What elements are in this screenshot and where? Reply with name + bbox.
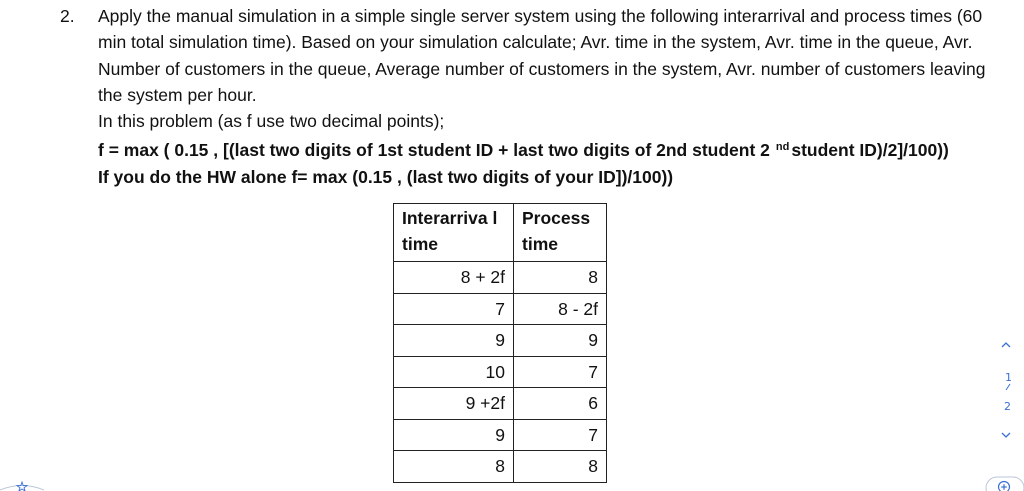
cell-process: 9 — [514, 325, 607, 357]
table-row — [394, 293, 607, 325]
header-process: Process time — [514, 204, 607, 262]
problem-text — [98, 3, 988, 190]
formula-pair-start: f = max ( 0.15 , [(last two digits of 1st student ID + last two digits of 2nd student 2 — [98, 140, 770, 161]
total-pages: 2 — [1004, 400, 1011, 413]
cell-process: 7 — [514, 419, 607, 451]
table-row — [394, 451, 607, 483]
cell-process: 8 — [514, 262, 607, 294]
star-icon[interactable] — [0, 473, 44, 491]
cell-interarrival: 10 — [394, 356, 514, 388]
cell-interarrival: 7 — [394, 293, 514, 325]
simulation-table — [393, 203, 607, 483]
table-row — [394, 388, 607, 420]
page-separator — [1004, 383, 1012, 391]
formula-pair-end: student ID)/2]/100)) — [791, 140, 949, 161]
problem-number: 2. — [60, 6, 75, 26]
table-row — [394, 262, 607, 294]
current-page: 1 — [1005, 371, 1012, 384]
cell-interarrival: 8 + 2f — [394, 262, 514, 294]
page-navigator — [996, 338, 1022, 448]
table-row — [394, 356, 607, 388]
table-row — [394, 325, 607, 357]
cell-interarrival: 9 +2f — [394, 388, 514, 420]
problem-description: Apply the manual simulation in a simple single server system using the following interarrival and process times (60 min total simulation time). Based on your simulation calculate; Avr. time in the system, Avr. time in the queue, Avr. Number of customers in the queue, Average number of customers in the system, Avr. number of customers leaving the system per hour. — [98, 6, 986, 105]
cell-process: 8 — [514, 451, 607, 483]
cell-interarrival: 9 — [394, 325, 514, 357]
problem-instruction: In this problem (as f use two decimal points); — [98, 111, 445, 132]
cell-process: 6 — [514, 388, 607, 420]
cell-interarrival: 9 — [394, 419, 514, 451]
chevron-up-icon[interactable] — [1001, 340, 1011, 350]
zoom-in-icon[interactable] — [985, 474, 1024, 491]
table-header-row — [394, 204, 607, 262]
cell-process: 8 - 2f — [514, 293, 607, 325]
formula-alone: If you do the HW alone f= max (0.15 , (last two digits of your ID])/100)) — [98, 166, 674, 187]
cell-interarrival: 8 — [394, 451, 514, 483]
table-row — [394, 419, 607, 451]
cell-process: 7 — [514, 356, 607, 388]
header-interarrival: Interarriva l time — [394, 204, 514, 262]
formula-pair-superscript: nd — [775, 141, 790, 154]
formula-pair — [98, 134, 988, 163]
chevron-down-icon[interactable] — [1001, 430, 1011, 440]
